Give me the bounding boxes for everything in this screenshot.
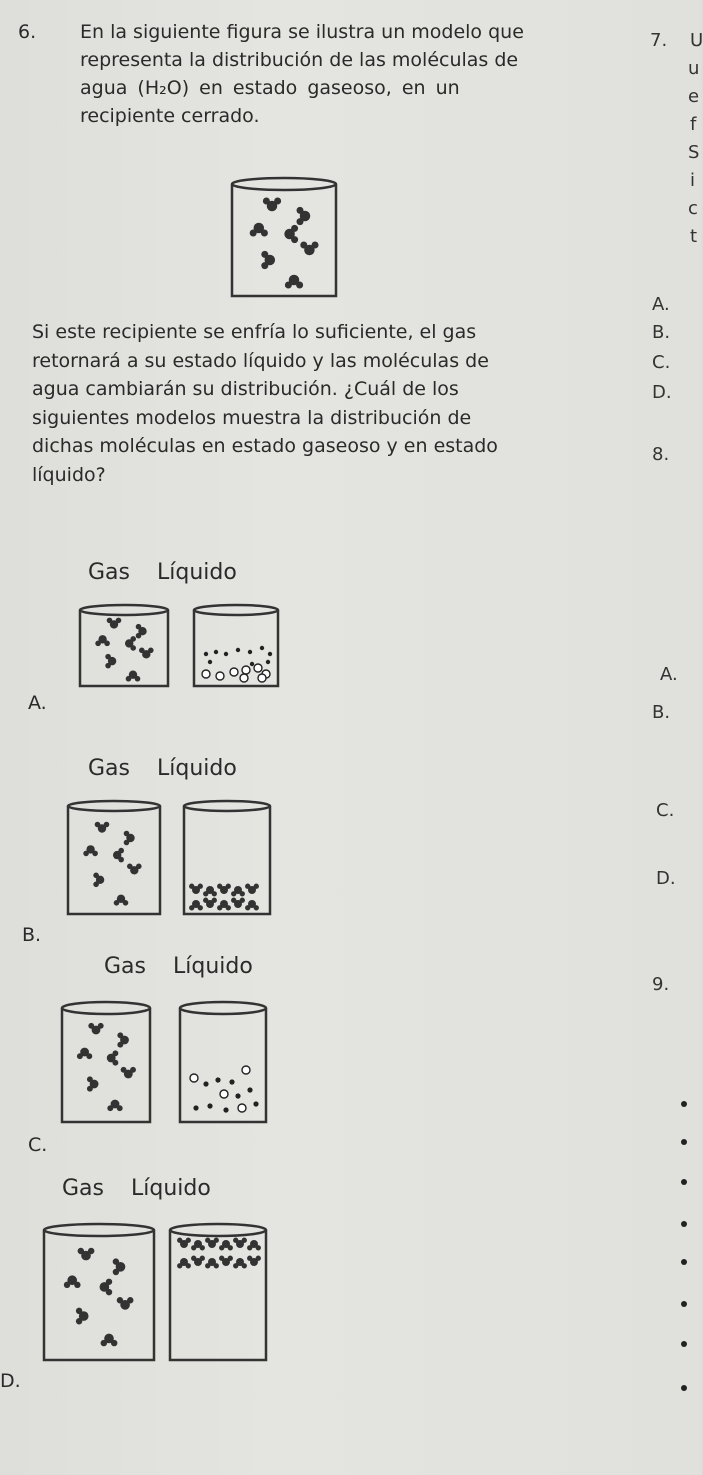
water-molecule bbox=[191, 1240, 205, 1250]
gas-label: Gas bbox=[88, 560, 130, 585]
water-molecule bbox=[124, 831, 135, 846]
liquid-label: Líquido bbox=[157, 560, 237, 585]
water-molecule bbox=[77, 1048, 92, 1060]
liquid-label: Líquido bbox=[173, 954, 253, 979]
statement-line: En la siguiente figura se ilustra un modelo que bbox=[80, 21, 524, 43]
water-molecule bbox=[191, 1256, 205, 1266]
filled-particle bbox=[260, 646, 264, 650]
prompt-line: líquido? bbox=[32, 463, 106, 486]
liquid-label: Líquido bbox=[157, 756, 237, 781]
water-molecule bbox=[233, 1238, 247, 1248]
water-molecule bbox=[127, 864, 142, 875]
water-molecule bbox=[205, 1238, 219, 1248]
water-molecule bbox=[126, 671, 141, 682]
water-molecule bbox=[177, 1238, 191, 1248]
water-molecule bbox=[247, 1256, 261, 1266]
question-9-number: 9. bbox=[652, 974, 670, 995]
open-particle bbox=[202, 670, 210, 678]
water-molecule bbox=[87, 1076, 99, 1091]
reference-beaker-diagram bbox=[228, 176, 340, 304]
question-6-prompt bbox=[32, 318, 498, 489]
q8-option-b[interactable]: B. bbox=[652, 702, 671, 723]
prompt-line: agua cambiarán su distribución. ¿Cuál de los bbox=[32, 378, 459, 400]
water-molecule bbox=[113, 848, 124, 863]
water-molecule bbox=[125, 636, 136, 651]
q7-fragment: t bbox=[690, 226, 698, 247]
option-b-gas-beaker[interactable] bbox=[64, 800, 164, 918]
option-a-liquid-beaker[interactable] bbox=[190, 604, 282, 688]
question-8-number: 8. bbox=[652, 444, 670, 465]
filled-particle bbox=[268, 652, 272, 656]
filled-particle bbox=[250, 662, 254, 666]
open-particle bbox=[216, 672, 224, 680]
water-molecule bbox=[203, 898, 217, 908]
q8-option-c[interactable]: C. bbox=[656, 800, 675, 821]
option-c-heading bbox=[104, 954, 253, 979]
gas-label: Gas bbox=[88, 756, 130, 781]
water-molecule bbox=[231, 886, 245, 896]
filled-particle bbox=[229, 1079, 234, 1084]
prompt-line: dichas moléculas en estado gaseoso y en estado bbox=[32, 435, 498, 457]
water-molecule bbox=[139, 648, 154, 659]
prompt-line: siguientes modelos muestra la distribución de bbox=[32, 406, 472, 429]
q7-option-c[interactable]: C. bbox=[652, 352, 671, 373]
option-a-label[interactable]: A. bbox=[28, 692, 47, 714]
open-particle bbox=[254, 664, 262, 672]
water-molecule bbox=[78, 1248, 95, 1261]
water-molecule bbox=[100, 1279, 113, 1296]
open-particle bbox=[240, 674, 248, 682]
prompt-line: retornará a su estado líquido y las moléculas de bbox=[32, 349, 489, 372]
prompt-line: Si este recipiente se enfría lo suficiente, el gas bbox=[32, 321, 477, 343]
gas-label: Gas bbox=[104, 954, 146, 979]
water-molecule bbox=[189, 900, 203, 910]
water-molecule bbox=[300, 242, 318, 256]
gas-label: Gas bbox=[62, 1176, 104, 1201]
water-molecule bbox=[245, 884, 259, 894]
open-particle bbox=[242, 1066, 250, 1074]
q7-fragment: u bbox=[688, 58, 700, 79]
water-molecule bbox=[117, 1032, 129, 1047]
water-molecule bbox=[297, 207, 311, 225]
filled-particle bbox=[248, 650, 252, 654]
water-molecule bbox=[107, 1100, 122, 1112]
water-molecule bbox=[233, 1258, 247, 1268]
option-d-heading bbox=[62, 1176, 211, 1201]
filled-particle bbox=[247, 1087, 252, 1092]
q7-option-d[interactable]: D. bbox=[652, 382, 672, 403]
open-particle bbox=[220, 1090, 228, 1098]
q7-option-a[interactable]: A. bbox=[652, 294, 670, 315]
water-molecule bbox=[245, 900, 259, 910]
filled-particle bbox=[207, 1103, 212, 1108]
water-molecule bbox=[93, 873, 104, 888]
q7-fragment: f bbox=[690, 114, 697, 135]
question-7-number: 7. bbox=[650, 30, 668, 51]
option-b-heading bbox=[88, 756, 237, 781]
filled-particle bbox=[224, 652, 228, 656]
water-molecule bbox=[121, 1067, 136, 1079]
water-molecule bbox=[217, 884, 231, 894]
q7-fragment: i bbox=[690, 170, 696, 191]
option-a-heading bbox=[88, 560, 237, 585]
open-particle bbox=[230, 668, 238, 676]
water-molecule bbox=[250, 223, 268, 237]
water-molecule bbox=[219, 1256, 233, 1266]
q7-fragment: c bbox=[688, 198, 698, 219]
option-b-liquid-beaker[interactable] bbox=[180, 800, 274, 918]
q8-option-d[interactable]: D. bbox=[656, 868, 676, 889]
option-b-label[interactable]: B. bbox=[22, 924, 42, 946]
water-molecule bbox=[285, 275, 303, 289]
water-molecule bbox=[217, 900, 231, 910]
option-c-gas-beaker[interactable] bbox=[58, 1000, 154, 1126]
filled-particle bbox=[204, 652, 208, 656]
q8-option-a[interactable]: A. bbox=[660, 664, 678, 685]
liquid-label: Líquido bbox=[131, 1176, 211, 1201]
water-molecule bbox=[114, 895, 129, 906]
option-d-label[interactable]: D. bbox=[0, 1370, 21, 1392]
water-molecule bbox=[261, 251, 275, 269]
statement-line: recipiente cerrado. bbox=[80, 105, 260, 127]
open-particle bbox=[242, 666, 250, 674]
filled-particle bbox=[208, 660, 212, 664]
water-molecule bbox=[203, 886, 217, 896]
filled-particle bbox=[266, 660, 270, 664]
water-molecule bbox=[107, 1050, 119, 1065]
water-molecule bbox=[113, 1258, 126, 1275]
water-molecule bbox=[117, 1297, 134, 1310]
statement-line: representa la distribución de las moléculas de bbox=[80, 49, 519, 71]
open-particle bbox=[258, 674, 266, 682]
filled-particle bbox=[203, 1081, 208, 1086]
water-molecule bbox=[231, 898, 245, 908]
option-d-liquid-beaker[interactable] bbox=[166, 1222, 270, 1364]
filled-particle bbox=[215, 1077, 220, 1082]
q9-bullet-dots bbox=[676, 1096, 696, 1416]
water-molecule bbox=[136, 624, 147, 639]
statement-line: agua (H₂O) en estado gaseoso, en un bbox=[80, 77, 460, 99]
water-molecule bbox=[64, 1275, 81, 1288]
water-molecule bbox=[219, 1240, 233, 1250]
option-d-gas-beaker[interactable] bbox=[40, 1222, 158, 1364]
water-molecule bbox=[76, 1308, 89, 1325]
water-molecule bbox=[95, 822, 110, 833]
water-molecule bbox=[189, 884, 203, 894]
option-a-gas-beaker[interactable] bbox=[76, 604, 172, 688]
water-molecule bbox=[107, 618, 122, 629]
water-molecule bbox=[83, 845, 98, 856]
water-molecule bbox=[177, 1258, 191, 1268]
filled-particle bbox=[193, 1105, 198, 1110]
filled-particle bbox=[214, 650, 218, 654]
water-molecule bbox=[105, 654, 116, 669]
option-c-label[interactable]: C. bbox=[28, 1134, 48, 1156]
q7-fragment: U bbox=[690, 30, 703, 51]
option-c-liquid-beaker[interactable] bbox=[176, 1000, 270, 1126]
q7-fragment: e bbox=[688, 86, 700, 107]
water-molecule bbox=[284, 225, 298, 243]
water-molecule bbox=[88, 1023, 103, 1035]
filled-particle bbox=[253, 1101, 258, 1106]
filled-particle bbox=[236, 648, 240, 652]
water-molecule bbox=[101, 1334, 118, 1347]
open-particle bbox=[238, 1104, 246, 1112]
water-molecule bbox=[263, 198, 281, 212]
water-molecule bbox=[205, 1258, 219, 1268]
q7-option-b[interactable]: B. bbox=[652, 322, 671, 343]
filled-particle bbox=[235, 1093, 240, 1098]
question-number: 6. bbox=[18, 21, 37, 43]
water-molecule bbox=[95, 635, 110, 646]
open-particle bbox=[190, 1074, 198, 1082]
filled-particle bbox=[223, 1107, 228, 1112]
water-molecule bbox=[247, 1240, 261, 1250]
q7-fragment: S bbox=[688, 142, 700, 163]
